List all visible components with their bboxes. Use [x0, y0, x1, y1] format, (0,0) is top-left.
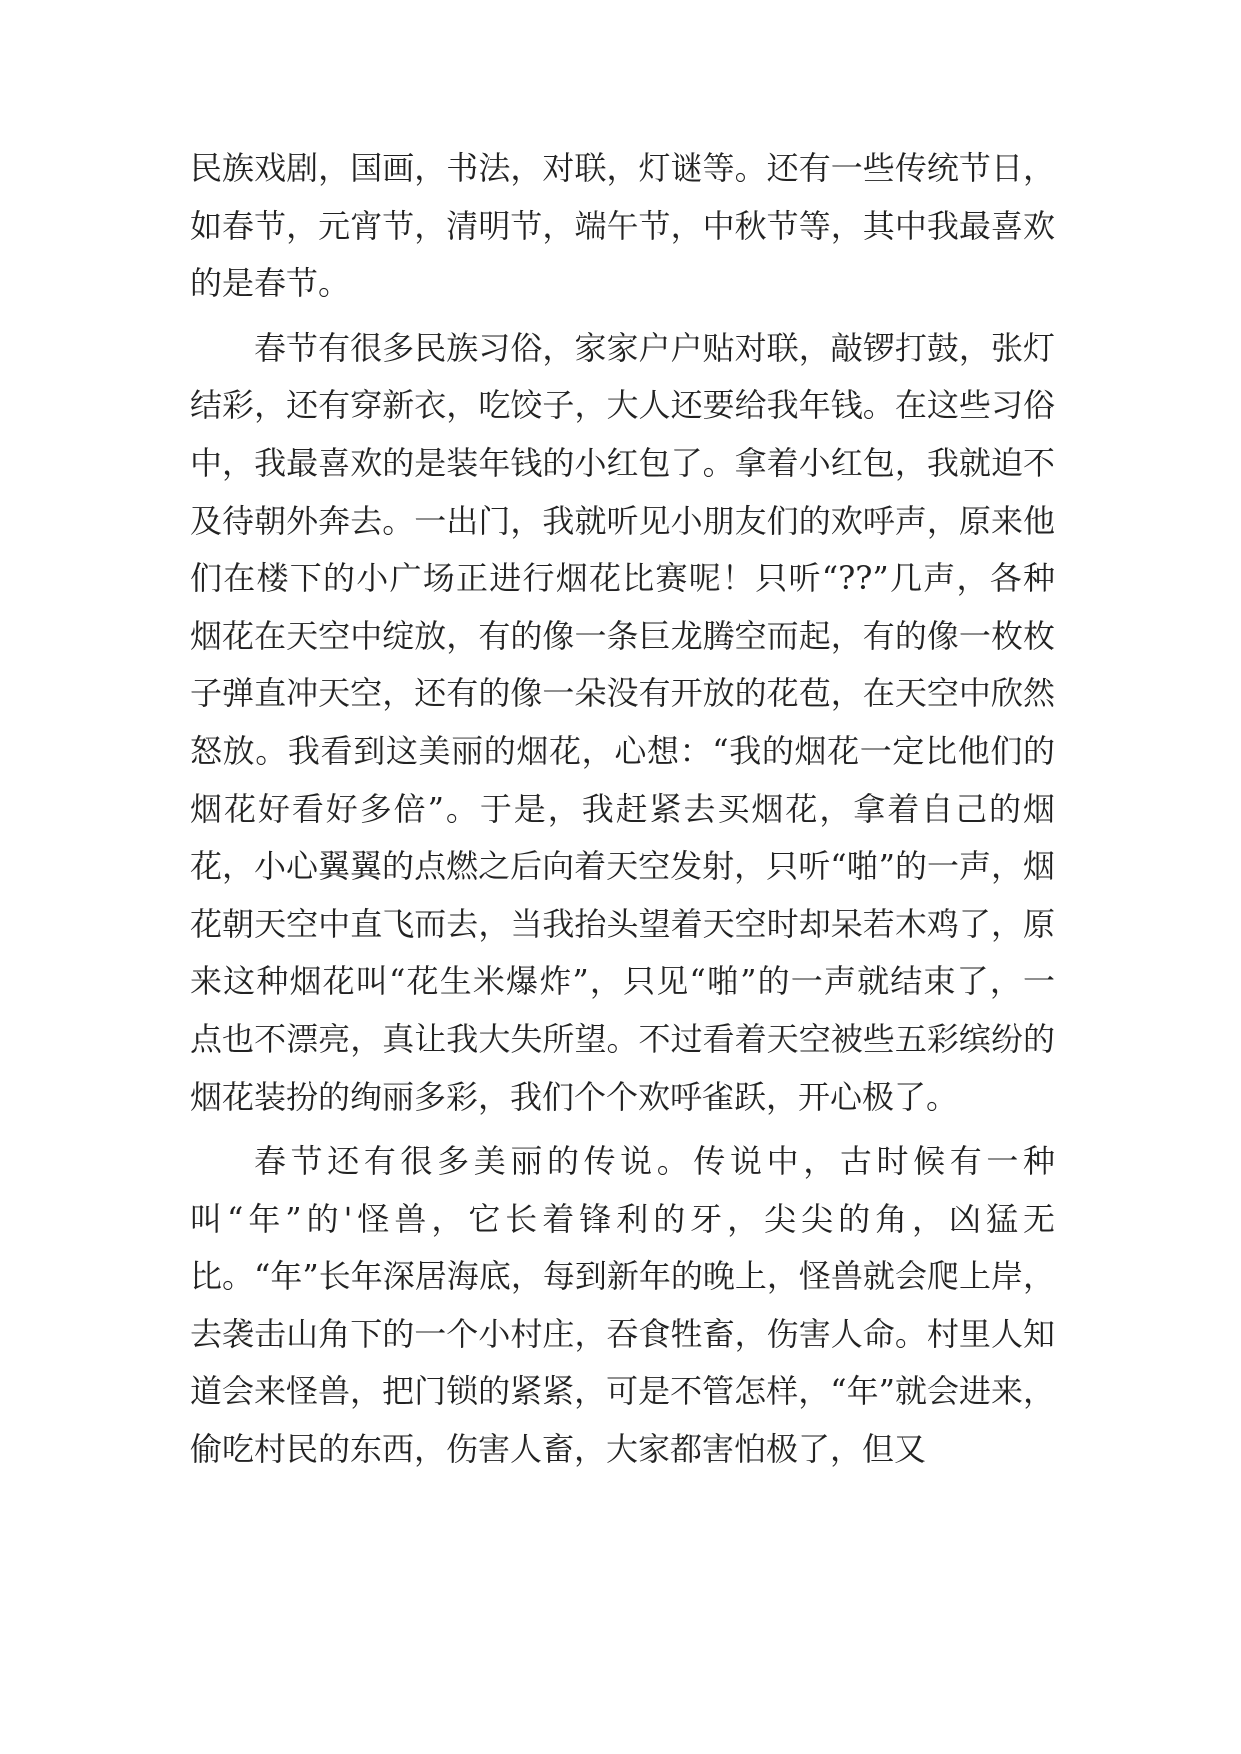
document-page — [190, 140, 1055, 1486]
paragraph-2: 春节有很多民族习俗，家家户户贴对联，敲锣打鼓，张灯结彩，还有穿新衣，吃饺子，大人还要给我年钱。在这些习俗中，我最喜欢的是装年钱的小红包了。拿着小红包，我就迫不及待朝外奔去。一出门，我就听见小朋友们的欢呼声，原来他们在楼下的小广场正进行烟花比赛呢！只听“??”几声，各种烟花在天空中绽放，有的像一条巨龙腾空而起，有的像一枚枚子弹直冲天空，还有的像一朵没有开放的花苞，在天空中欣然怒放。我看到这美丽的烟花，心想：“我的烟花一定比他们的烟花好看好多倍”。于是，我赶紧去买烟花，拿着自己的烟花，小心翼翼的点燃之后向着天空发射，只听“啪”的一声，烟花朝天空中直飞而去，当我抬头望着天空时却呆若木鸡了，原来这种烟花叫“花生米爆炸”，只见“啪”的一声就结束了，一点也不漂亮，真让我大失所望。不过看着天空被些五彩缤纷的烟花装扮的绚丽多彩，我们个个欢呼雀跃，开心极了。 — [190, 328, 1055, 1116]
paragraph-1: 民族戏剧，国画，书法，对联，灯谜等。还有一些传统节日，如春节，元宵节，清明节，端午节，中秋节等，其中我最喜欢的是春节。 — [190, 149, 1055, 303]
paragraph-3: 春节还有很多美丽的传说。传说中，古时候有一种叫“年”的'怪兽，它长着锋利的牙，尖尖的角，凶猛无比。“年”长年深居海底，每到新年的晚上，怪兽就会爬上岸，去袭击山角下的一个小村庄，吞食牲畜，伤害人命。村里人知道会来怪兽，把门锁的紧紧，可是不管怎样，“年”就会进来，偷吃村民的东西，伤害人畜，大家都害怕极了，但又 — [190, 1142, 1055, 1469]
